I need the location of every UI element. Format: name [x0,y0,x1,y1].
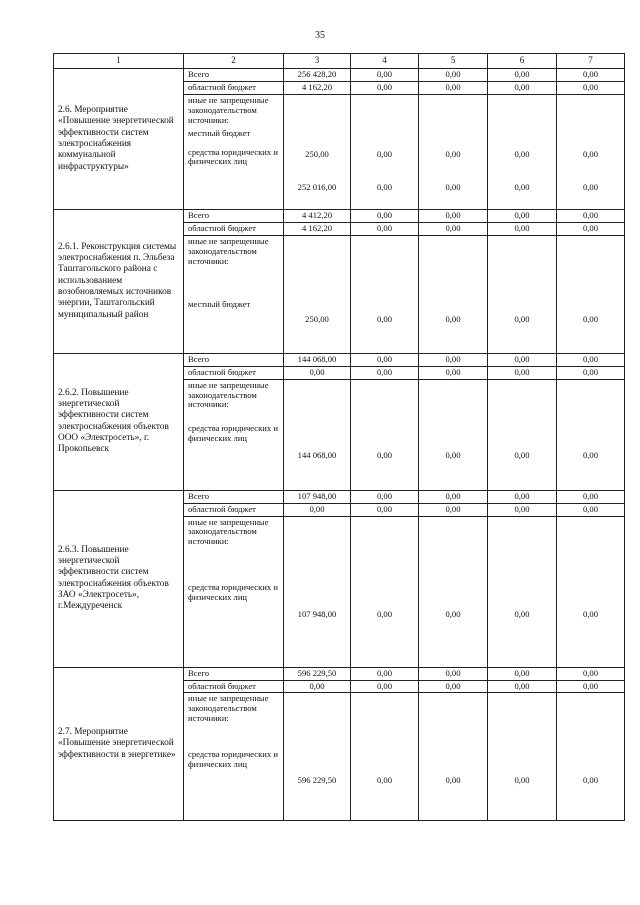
source-label-other: иные не запрещенные законодательством источники: [188,235,269,266]
legal-value: 0,00 [376,181,393,192]
value-cell: 0,00 [284,680,351,693]
value-cell: 0,00 [351,503,419,516]
source-label-regional: областной бюджет [184,503,284,516]
source-label-other: иные не запрещенные законодательством источники: [188,94,269,125]
legal-value: 0,00 [514,449,530,460]
value-cell: 256 428,20 [284,69,351,82]
value-cell [284,235,351,353]
source-label-regional: областной бюджет [184,222,284,235]
source-label-legal: средства юридических и физических лиц [188,582,278,602]
source-label-total: Всего [184,69,284,82]
value-cell [284,379,351,490]
value-cell: 0,00 [557,209,625,222]
value-cell: 0,00 [488,680,557,693]
legal-value: 0,00 [376,449,393,460]
value-cell: 0,00 [419,82,488,95]
value-cell: 596 229,50 [284,667,351,680]
value-cell: 0,00 [351,353,419,366]
source-group [184,516,284,667]
legal-value: 0,00 [376,608,393,619]
value-cell [488,693,557,821]
source-label-total: Всего [184,490,284,503]
activity-title: 2.6. Мероприятие «Повышение энергетической эффективности систем электроснабжения коммунальной инфраструктуры» [54,69,184,210]
activity-title: 2.7. Мероприятие «Повышение энергетической эффективности в энергетике» [54,667,184,821]
value-cell [284,693,351,821]
legal-value: 0,00 [514,181,530,192]
legal-value: 0,00 [445,181,461,192]
value-cell: 0,00 [351,366,419,379]
value-cell [557,693,625,821]
source-label-legal: средства юридических и физических лиц [188,146,278,167]
value-cell [419,693,488,821]
source-label-legal: средства юридических и физических лиц [188,749,278,769]
local-value: 0,00 [582,148,599,159]
value-cell: 0,00 [419,490,488,503]
source-label-other: иные не запрещенные законодательством источники: [188,693,269,724]
source-label-total: Всего [184,353,284,366]
activity-title: 2.6.2. Повышение энергетической эффективности систем электроснабжения объектов ООО «Электросеть», г. Прокопьевск [54,353,184,490]
local-value: 0,00 [445,148,461,159]
value-cell: 0,00 [557,667,625,680]
value-cell: 0,00 [351,209,419,222]
value-cell [488,379,557,490]
value-cell: 0,00 [351,82,419,95]
header-cell: 2 [184,54,284,69]
local-value: 0,00 [514,148,530,159]
value-cell: 0,00 [488,503,557,516]
source-label-local: местный бюджет [188,127,251,138]
legal-value: 0,00 [445,449,461,460]
value-cell: 0,00 [351,69,419,82]
value-cell [351,94,419,209]
value-cell [419,235,488,353]
legal-value: 596 229,50 [297,775,337,786]
source-label-regional: областной бюджет [184,82,284,95]
source-label-other: иные не запрещенные законодательством источники: [188,379,269,410]
value-cell: 0,00 [419,680,488,693]
value-cell: 0,00 [557,82,625,95]
value-cell: 0,00 [419,503,488,516]
value-cell: 0,00 [557,503,625,516]
table-row [54,353,625,366]
table-row [54,69,625,82]
header-cell: 3 [284,54,351,69]
value-cell [284,516,351,667]
value-cell [557,379,625,490]
header-cell: 6 [488,54,557,69]
header-cell: 4 [351,54,419,69]
value-cell [419,379,488,490]
value-cell: 0,00 [557,680,625,693]
value-cell: 0,00 [284,503,351,516]
value-cell: 0,00 [419,667,488,680]
source-group [184,379,284,490]
value-cell: 0,00 [351,490,419,503]
funding-table [53,53,625,821]
legal-value: 0,00 [582,449,599,460]
value-cell [557,235,625,353]
legal-value: 0,00 [582,608,599,619]
header-row [54,54,625,69]
value-cell: 0,00 [284,366,351,379]
table-row [54,209,625,222]
legal-value: 107 948,00 [297,608,337,619]
activity-title: 2.6.1. Реконструкция системы электроснабжения п. Эльбеза Таштагольского района с использованием возобновляемых источников энергии, Таштагольский муниципальный район [54,209,184,353]
value-cell [351,693,419,821]
table-row [54,490,625,503]
value-cell [488,235,557,353]
value-cell [488,94,557,209]
source-group [184,94,284,209]
legal-value: 0,00 [445,775,461,786]
value-cell: 0,00 [419,222,488,235]
legal-value: 0,00 [376,775,393,786]
value-cell [351,516,419,667]
value-cell: 4 162,20 [284,82,351,95]
legal-value: 0,00 [582,775,599,786]
value-cell [419,94,488,209]
legal-value: 0,00 [445,608,461,619]
legal-value: 0,00 [514,775,530,786]
value-cell: 0,00 [557,222,625,235]
value-cell: 0,00 [419,366,488,379]
legal-value: 0,00 [514,608,530,619]
value-cell: 0,00 [488,490,557,503]
local-value: 0,00 [376,148,393,159]
header-cell: 1 [54,54,184,69]
legal-value: 144 068,00 [297,449,337,460]
value-cell: 0,00 [419,69,488,82]
value-cell: 0,00 [557,366,625,379]
value-cell: 144 068,00 [284,353,351,366]
value-cell: 0,00 [488,353,557,366]
value-cell: 0,00 [419,209,488,222]
value-cell: 0,00 [351,222,419,235]
value-cell: 0,00 [488,82,557,95]
legal-value: 252 016,00 [297,181,337,192]
value-cell: 107 948,00 [284,490,351,503]
page-number: 35 [315,30,325,41]
header-cell: 5 [419,54,488,69]
value-cell: 4 412,20 [284,209,351,222]
activity-title: 2.6.3. Повышение энергетической эффективности систем электроснабжения объектов ЗАО «Электросеть», г.Междуреченск [54,490,184,667]
value-cell [557,94,625,209]
value-cell: 0,00 [488,667,557,680]
value-cell: 0,00 [488,222,557,235]
value-cell: 0,00 [419,353,488,366]
local-value: 0,00 [582,313,599,324]
value-cell: 0,00 [351,680,419,693]
value-cell [284,94,351,209]
local-value: 250,00 [305,148,329,159]
value-cell [351,379,419,490]
value-cell: 4 162,20 [284,222,351,235]
source-label-regional: областной бюджет [184,680,284,693]
value-cell [419,516,488,667]
source-label-total: Всего [184,667,284,680]
source-label-legal: средства юридических и физических лиц [188,423,278,444]
value-cell: 0,00 [557,69,625,82]
value-cell: 0,00 [488,69,557,82]
value-cell [557,516,625,667]
source-group [184,235,284,353]
value-cell: 0,00 [351,667,419,680]
value-cell: 0,00 [488,209,557,222]
value-cell [488,516,557,667]
local-value: 0,00 [514,313,530,324]
local-value: 0,00 [445,313,461,324]
value-cell [351,235,419,353]
value-cell: 0,00 [557,353,625,366]
header-cell: 7 [557,54,625,69]
source-label-other: иные не запрещенные законодательством источники: [188,516,269,547]
source-label-regional: областной бюджет [184,366,284,379]
source-group [184,693,284,821]
value-cell: 0,00 [557,490,625,503]
local-value: 250,00 [305,313,329,324]
source-label-local: местный бюджет [188,299,251,310]
source-label-total: Всего [184,209,284,222]
legal-value: 0,00 [582,181,599,192]
table-row [54,667,625,680]
value-cell: 0,00 [488,366,557,379]
local-value: 0,00 [376,313,393,324]
